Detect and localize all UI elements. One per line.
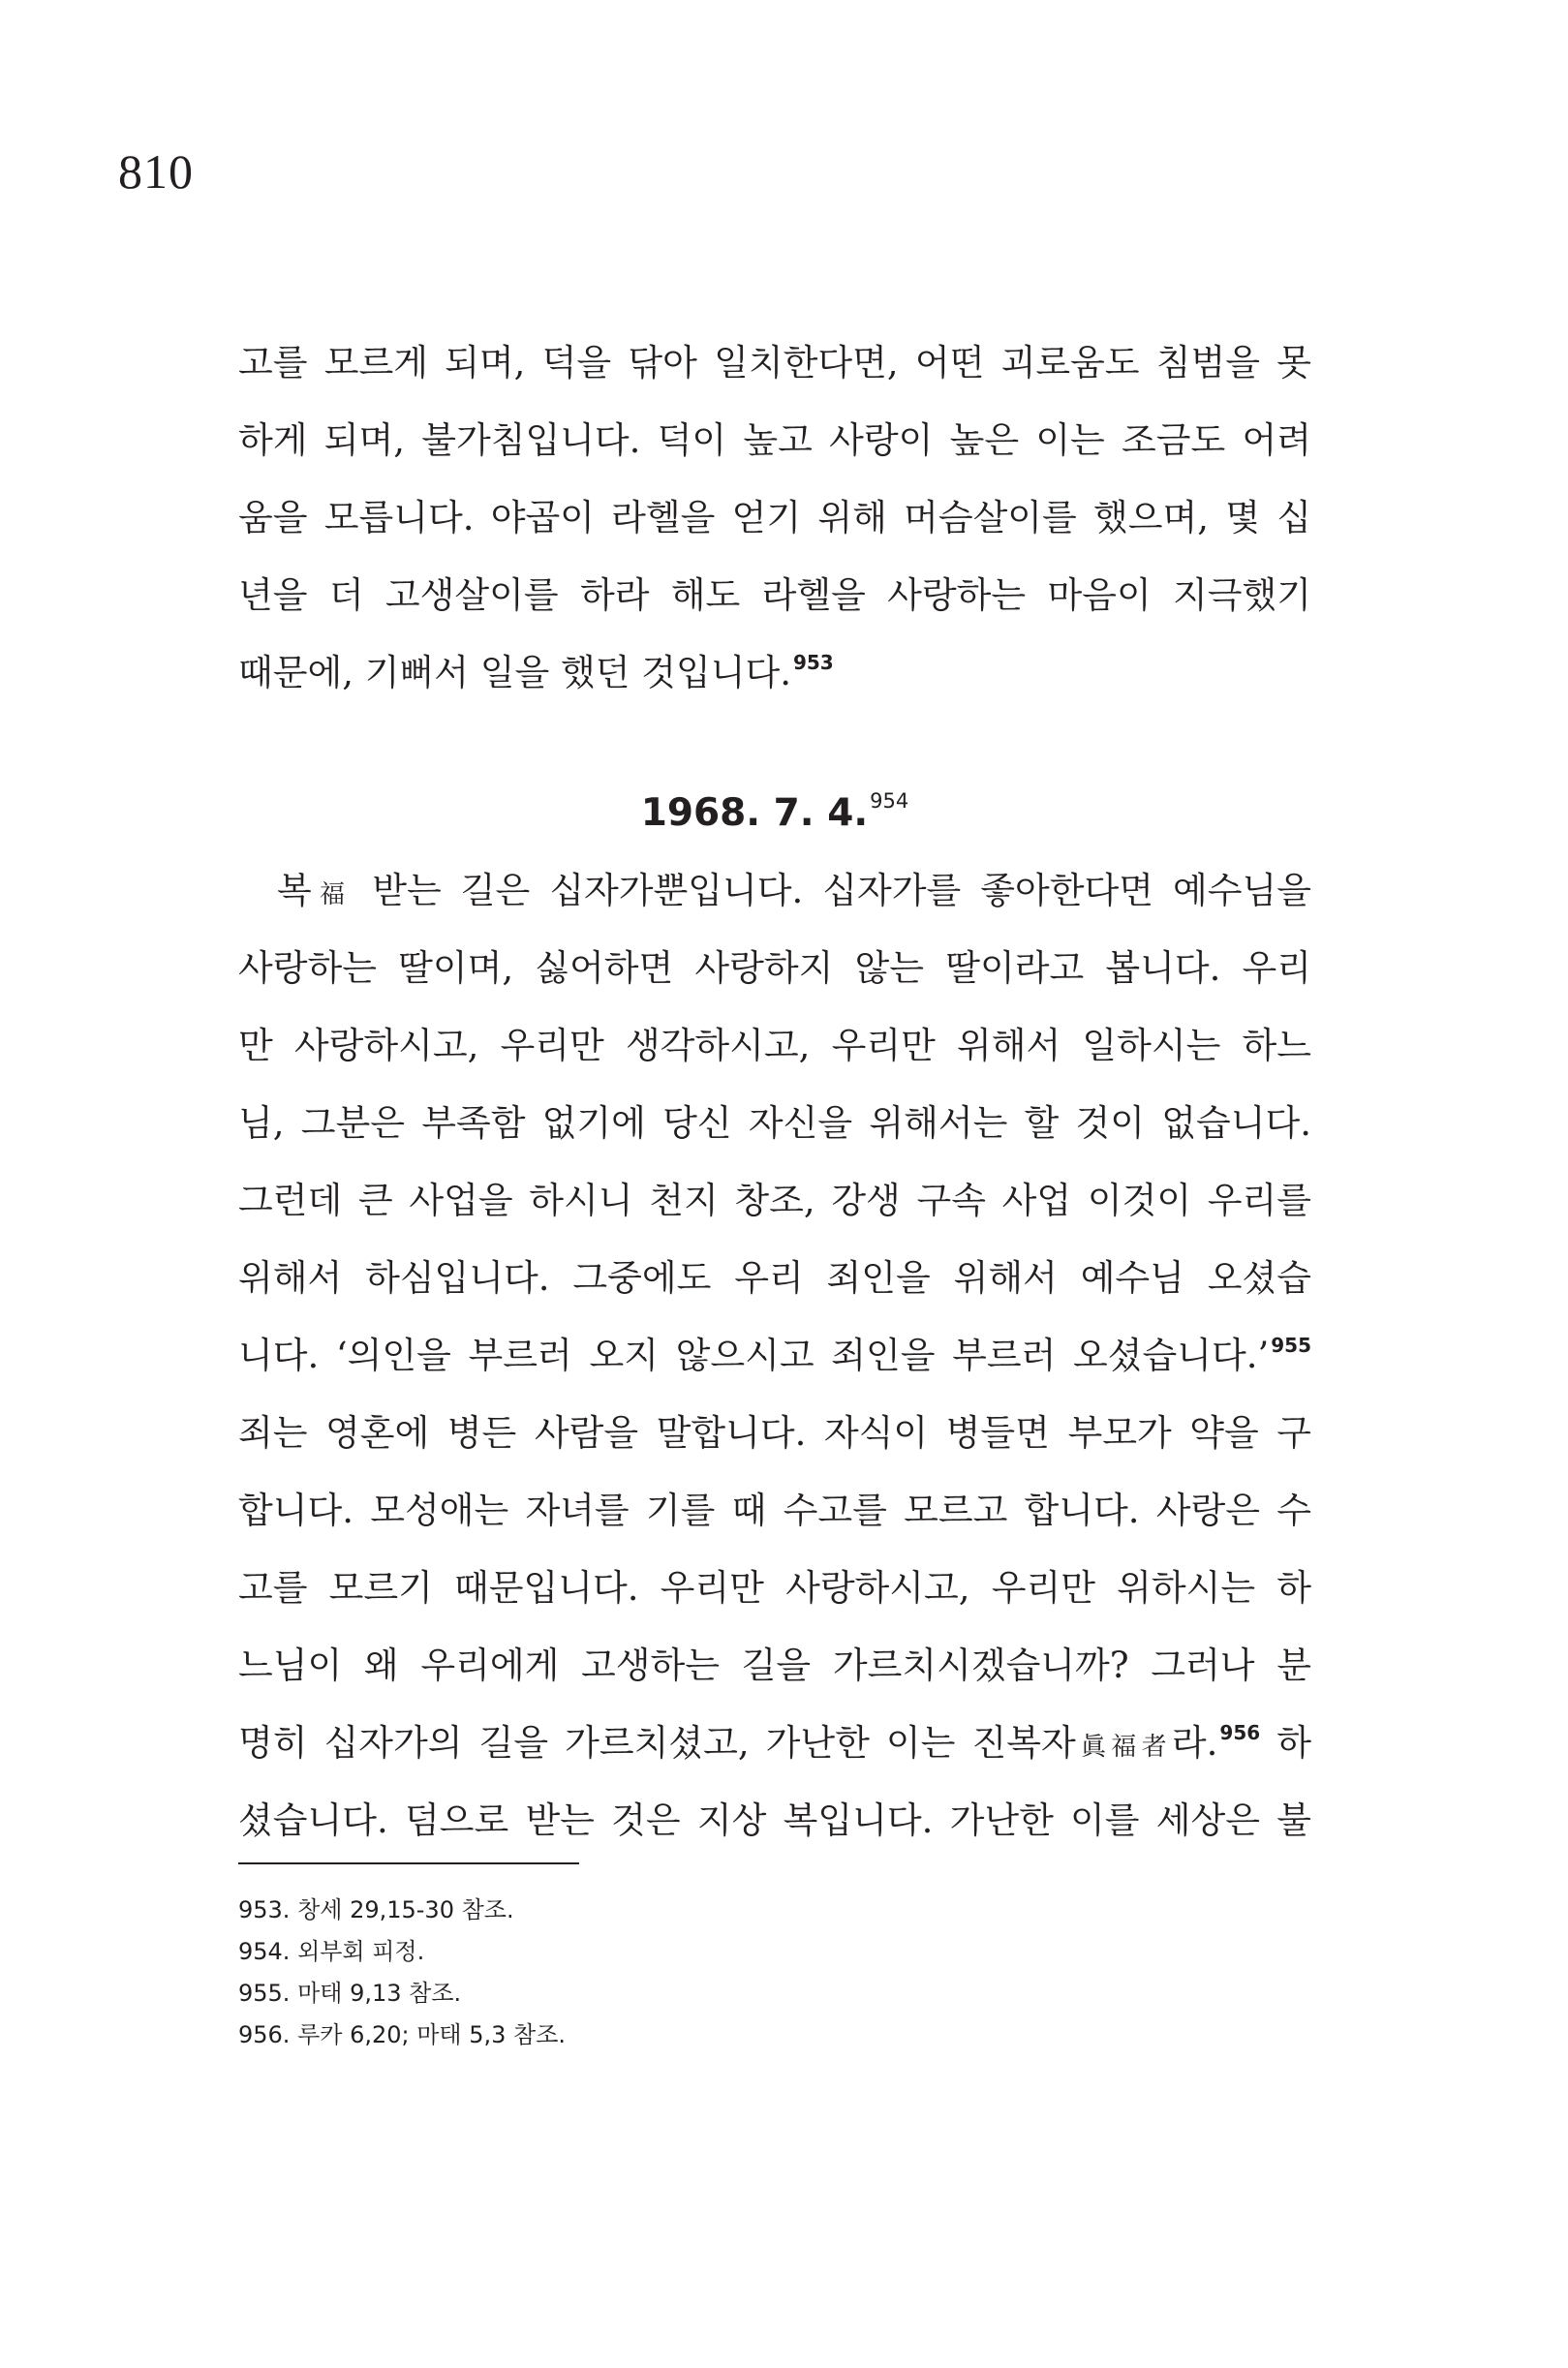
paragraph-2-line-1 xyxy=(238,852,1311,930)
paragraph-2-line-8: 죄는 영혼에 병든 사람을 말합니다. 자식이 병들면 부모가 약을 구 xyxy=(238,1412,1311,1454)
paragraph-1 xyxy=(238,324,1311,712)
paragraph-2-line-10: 고를 모르기 때문입니다. 우리만 사랑하시고, 우리만 위하시는 하 xyxy=(238,1567,1311,1609)
paragraph-2 xyxy=(238,852,1311,1860)
section-heading-date xyxy=(238,775,1311,852)
footnote-956: 956. 루카 6,20; 마태 5,3 참조. xyxy=(238,2021,567,2048)
paragraph-1-line-1: 고를 모르게 되며, 덕을 닦아 일치한다면, 어떤 괴로움도 침범을 못 xyxy=(238,342,1311,384)
paragraph-2-line-5: 그런데 큰 사업을 하시니 천지 창조, 강생 구속 사업 이것이 우리를 xyxy=(238,1180,1311,1221)
paragraph-2-line-12 xyxy=(238,1705,1311,1782)
footnote-ref-955: 955 xyxy=(1271,1334,1311,1357)
footnote-955: 955. 마태 9,13 참조. xyxy=(238,1980,462,2007)
hanja-jinbokja: 眞福者 xyxy=(1075,1733,1172,1762)
paragraph-2-line-12-end: 하 xyxy=(1260,1722,1311,1764)
hanja-bok: 福 xyxy=(311,880,354,909)
footnote-ref-956: 956 xyxy=(1219,1721,1261,1744)
paragraph-1-line-3: 움을 모릅니다. 야곱이 라헬을 얻기 위해 머슴살이를 했으며, 몇 십 xyxy=(238,497,1311,538)
paragraph-1-line-4: 년을 더 고생살이를 하라 해도 라헬을 사랑하는 마음이 지극했기 xyxy=(238,574,1311,616)
paragraph-2-line-7 xyxy=(238,1317,1311,1395)
footnote-954: 954. 외부회 피정. xyxy=(238,1938,425,1965)
paragraph-2-line-4: 님, 그분은 부족함 없기에 당신 자신을 위해서는 할 것이 없습니다. xyxy=(238,1102,1311,1144)
paragraph-2-line-1-rest: 받는 길은 십자가뿐입니다. 십자가를 좋아한다면 예수님을 xyxy=(353,870,1311,911)
paragraph-1-line-2: 하게 되며, 불가침입니다. 덕이 높고 사랑이 높은 이는 조금도 어려 xyxy=(238,419,1311,461)
paragraph-1-line-5-text: 때문에, 기뻐서 일을 했던 것입니다. xyxy=(238,652,791,693)
paragraph-2-line-7-text: 니다. ‘의인을 부르러 오지 않으시고 죄인을 부르러 오셨습니다.’ xyxy=(238,1335,1270,1376)
footnote-ref-953: 953 xyxy=(792,651,834,674)
paragraph-2-line-1-start: 복 xyxy=(277,870,312,911)
page-number: 810 xyxy=(118,144,194,199)
footnote-ref-954: 954 xyxy=(870,789,909,813)
footnote-953: 953. 창세 29,15-30 참조. xyxy=(238,1896,514,1923)
paragraph-2-line-3: 만 사랑하시고, 우리만 생각하시고, 우리만 위해서 일하시는 하느 xyxy=(238,1025,1311,1066)
paragraph-2-line-12-start: 명히 십자가의 길을 가르치셨고, 가난한 이는 진복자 xyxy=(238,1722,1076,1764)
footnotes-list xyxy=(238,1890,1110,2056)
footnote-divider xyxy=(238,1862,579,1864)
paragraph-2-line-6: 위해서 하심입니다. 그중에도 우리 죄인을 위해서 예수님 오셨습 xyxy=(238,1257,1311,1299)
paragraph-2-line-2: 사랑하는 딸이며, 싫어하면 사랑하지 않는 딸이라고 봅니다. 우리 xyxy=(238,947,1311,989)
paragraph-2-line-13: 셨습니다. 덤으로 받는 것은 지상 복입니다. 가난한 이를 세상은 불 xyxy=(238,1799,1311,1841)
paragraph-2-line-9: 합니다. 모성애는 자녀를 기를 때 수고를 모르고 합니다. 사랑은 수 xyxy=(238,1490,1311,1531)
paragraph-2-line-11: 느님이 왜 우리에게 고생하는 길을 가르치시겠습니까? 그러나 분 xyxy=(238,1645,1311,1686)
paragraph-1-line-5 xyxy=(238,634,1311,712)
paragraph-2-line-12-mid: 라. xyxy=(1171,1722,1218,1764)
heading-date-text: 1968. 7. 4. xyxy=(640,791,869,835)
